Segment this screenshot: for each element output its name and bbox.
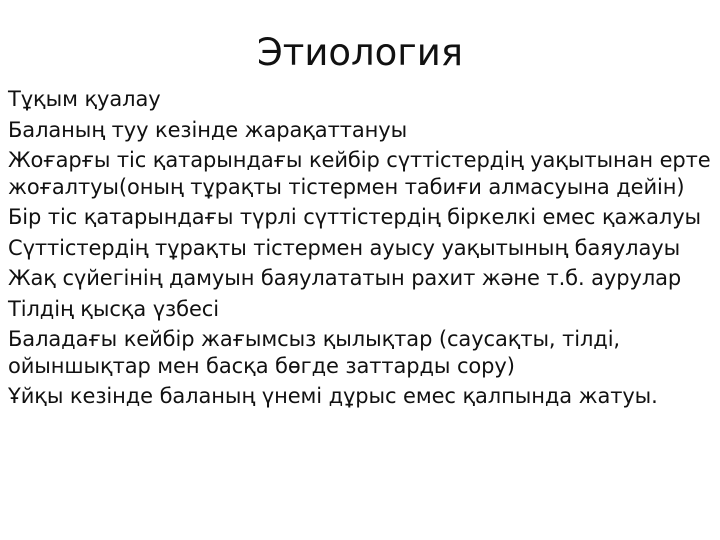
list-item: Жақ сүйегінің дамуын баяулататын рахит және т.б. аурулар [8,266,682,290]
list-item: Жоғарғы тіс қатарындағы кейбір сүттістердің уақытынан ерте жоғалтуы(оның тұрақты тістермен табиғи алмасуына дейін) [8,148,711,199]
list-item: Баланың туу кезінде жарақаттануы [8,117,408,142]
list-item: Тілдің қысқа үзбесі [8,296,219,321]
list-item: Ұйқы кезінде баланың үнемі дұрыс емес қалпында жатуы. [8,384,658,408]
list-item: Бір тіс қатарындағы түрлі сүттістердің біркелкі емес қажалуы [8,205,702,229]
list-item: Баладағы кейбір жағымсыз қылықтар (саусақты, тілді, ойыншықтар мен басқа бөгде заттарды сору) [8,327,621,378]
slide-body [8,86,713,414]
list-item: Сүттістердің тұрақты тістермен ауысу уақытының баяулауы [8,235,681,260]
list-item: Тұқым қуалау [8,87,161,111]
slide-title-text: Этиология [256,31,464,74]
slide-title [0,28,720,78]
